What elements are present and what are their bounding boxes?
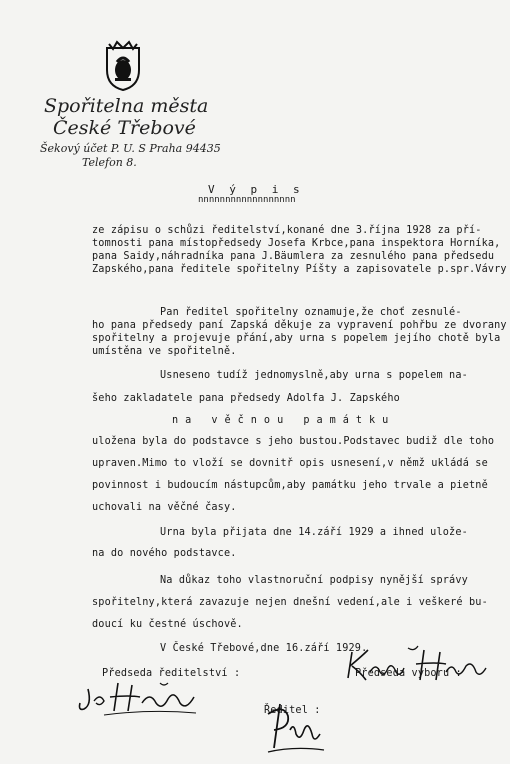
letterhead-line-3: Šekový účet P. U. S Praha 94435 bbox=[40, 142, 221, 155]
body-line: Usneseno tudíž jednomyslně,aby urna s popelem na- bbox=[160, 370, 468, 381]
body-line: upraven.Mimo to vloží se dovnitř opis usnesení,v němž ukládá se bbox=[92, 458, 488, 469]
body-line: tomnosti pana místopředsedy Josefa Krbce,pana inspektora Horníka, bbox=[92, 238, 501, 249]
body-line: šeho zakladatele pana předsedy Adolfa J. Zapského bbox=[92, 393, 400, 404]
body-line: na do nového podstavce. bbox=[92, 548, 237, 559]
body-line: spořitelny a projevuje přání,aby urna s popelem jejího chotě byla bbox=[92, 333, 501, 344]
right-handwritten-signature bbox=[340, 642, 490, 688]
document-title: V ý p i s bbox=[208, 183, 304, 196]
director-handwritten-signature bbox=[258, 700, 330, 760]
body-line: uchovali na věčné časy. bbox=[92, 502, 237, 513]
chairman-board-label: Předseda ředitelství : bbox=[102, 668, 241, 679]
letterhead-line-1: Spořitelna města bbox=[44, 95, 209, 117]
body-line: ze zápisu o schůzi ředitelství,konané dne 3.října 1928 za pří- bbox=[92, 225, 482, 236]
body-line: povinnost i budoucím nástupcům,aby památku jeho trvale a pietně bbox=[92, 480, 488, 491]
body-line: doucí ku čestné úschově. bbox=[92, 619, 243, 630]
date-line: V České Třebové,dne 16.září 1929. bbox=[160, 643, 368, 654]
body-line: umístěna ve spořitelně. bbox=[92, 346, 237, 357]
body-line: pana Saidy,náhradníka pana J.Bäumlera za zesnulého pana předsedu bbox=[92, 251, 495, 262]
letterhead-line-4: Telefon 8. bbox=[82, 156, 137, 169]
body-centered-phrase: na věčnou památku bbox=[172, 415, 396, 426]
letterhead-line-2: České Třebové bbox=[53, 117, 196, 139]
left-handwritten-signature bbox=[70, 675, 210, 720]
title-underline: nnnnnnnnnnnnnnnnnn bbox=[198, 195, 296, 205]
body-line: Zapského,pana ředitele spořitelny Píšty a zapisovatele p.spr.Vávry bbox=[92, 264, 507, 275]
town-emblem bbox=[103, 40, 143, 92]
body-line: Urna byla přijata dne 14.září 1929 a ihned ulože- bbox=[160, 527, 468, 538]
body-line: ho pana předsedy paní Zapská děkuje za vypravení pohřbu ze dvorany bbox=[92, 320, 507, 331]
chairman-committee-label: Předseda výboru : bbox=[355, 668, 462, 679]
body-line: Na důkaz toho vlastnoruční podpisy nynější správy bbox=[160, 575, 468, 586]
body-line: uložena byla do podstavce s jeho bustou.Podstavec budiž dle toho bbox=[92, 436, 495, 447]
body-line: spořitelny,která zavazuje nejen dnešní vedení,ale i veškeré bu- bbox=[92, 597, 488, 608]
director-label: Ředitel : bbox=[264, 705, 321, 716]
body-line: Pan ředitel spořitelny oznamuje,že choť zesnulé- bbox=[160, 307, 462, 318]
